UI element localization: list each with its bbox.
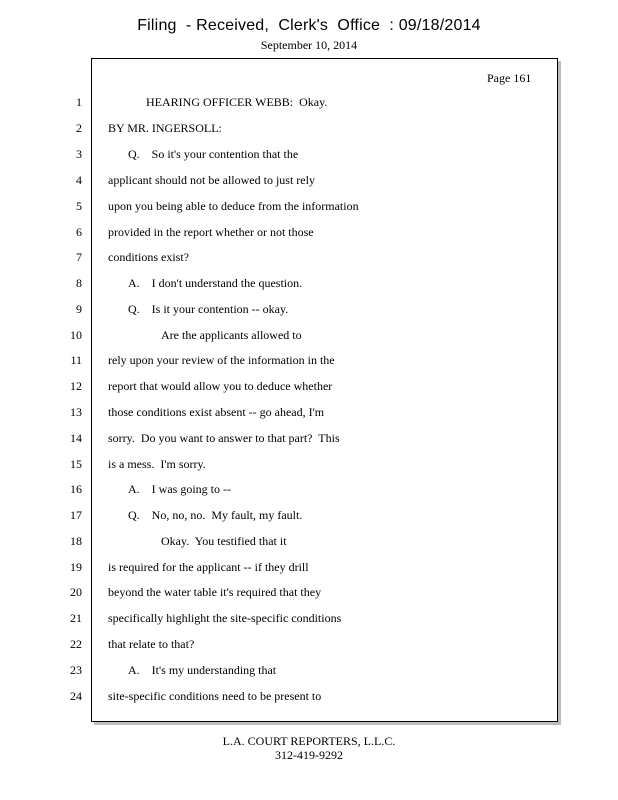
line-number: 15 (70, 457, 82, 471)
line-number: 4 (76, 173, 82, 187)
line-text: is required for the applicant -- if they drill (108, 560, 309, 574)
transcript-line (0, 610, 560, 626)
transcript-line (0, 275, 560, 291)
transcript-line (0, 404, 560, 420)
transcript-line (0, 533, 560, 549)
transcript-line (0, 172, 560, 188)
transcript-line (0, 352, 560, 368)
line-text: A. I don't understand the question. (128, 276, 303, 290)
hearing-date: September 10, 2014 (260, 38, 358, 52)
line-text: sorry. Do you want to answer to that part? This (108, 431, 340, 445)
transcript-line (0, 146, 560, 162)
line-number: 24 (70, 689, 82, 703)
transcript-line (0, 120, 560, 136)
line-number: 20 (70, 585, 82, 599)
line-number: 18 (70, 534, 82, 548)
line-text: Are the applicants allowed to (161, 328, 302, 342)
line-text: Okay. You testified that it (161, 534, 287, 548)
line-number: 3 (76, 147, 82, 161)
transcript-line (0, 301, 560, 317)
line-text: A. It's my understanding that (128, 663, 277, 677)
line-text: A. I was going to -- (128, 482, 231, 496)
court-reporter-name: L.A. COURT REPORTERS, L.L.C. (222, 734, 396, 748)
line-number: 17 (70, 508, 82, 522)
transcript-line (0, 662, 560, 678)
transcript-line (0, 378, 560, 394)
line-text: rely upon your review of the information in the (108, 353, 335, 367)
transcript-line (0, 327, 560, 343)
line-text: site-specific conditions need to be present to (108, 689, 322, 703)
line-text: is a mess. I'm sorry. (108, 457, 206, 471)
line-number: 6 (76, 225, 82, 239)
line-text: beyond the water table it's required that they (108, 585, 322, 599)
line-text: conditions exist? (108, 250, 189, 264)
transcript-line (0, 507, 560, 523)
line-number: 8 (76, 276, 82, 290)
line-text: those conditions exist absent -- go ahead, I'm (108, 405, 325, 419)
line-text: HEARING OFFICER WEBB: Okay. (146, 95, 328, 109)
transcript-line (0, 94, 560, 110)
line-text: BY MR. INGERSOLL: (108, 121, 222, 135)
line-text: upon you being able to deduce from the information (108, 199, 359, 213)
line-number: 7 (76, 250, 82, 264)
transcript-line (0, 456, 560, 472)
line-number: 11 (70, 353, 82, 367)
line-number: 22 (70, 637, 82, 651)
page-number: Page 161 (487, 71, 532, 85)
line-number: 9 (76, 302, 82, 316)
line-number: 2 (76, 121, 82, 135)
line-number: 1 (76, 95, 82, 109)
line-text: specifically highlight the site-specific conditions (108, 611, 342, 625)
transcript-line (0, 430, 560, 446)
line-text: provided in the report whether or not those (108, 225, 314, 239)
filing-stamp: Filing - Received, Clerk's Office : 09/18/2014 (137, 17, 481, 34)
line-text: Q. Is it your contention -- okay. (128, 302, 289, 316)
line-text: report that would allow you to deduce whether (108, 379, 333, 393)
line-number: 10 (70, 328, 82, 342)
line-number: 19 (70, 560, 82, 574)
transcript-line (0, 249, 560, 265)
line-number: 14 (70, 431, 82, 445)
line-text: Q. No, no, no. My fault, my fault. (128, 508, 303, 522)
transcript-line (0, 198, 560, 214)
line-number: 5 (76, 199, 82, 213)
line-number: 21 (70, 611, 82, 625)
line-number: 16 (70, 482, 82, 496)
line-text: that relate to that? (108, 637, 195, 651)
transcript-line (0, 559, 560, 575)
transcript-line (0, 224, 560, 240)
court-reporter-phone: 312-419-9292 (275, 748, 343, 762)
line-text: Q. So it's your contention that the (128, 147, 299, 161)
line-text: applicant should not be allowed to just rely (108, 173, 315, 187)
line-number: 13 (70, 405, 82, 419)
line-number: 23 (70, 663, 82, 677)
transcript-line (0, 688, 560, 704)
transcript-line (0, 636, 560, 652)
transcript-line (0, 481, 560, 497)
line-number: 12 (70, 379, 82, 393)
transcript-line (0, 584, 560, 600)
